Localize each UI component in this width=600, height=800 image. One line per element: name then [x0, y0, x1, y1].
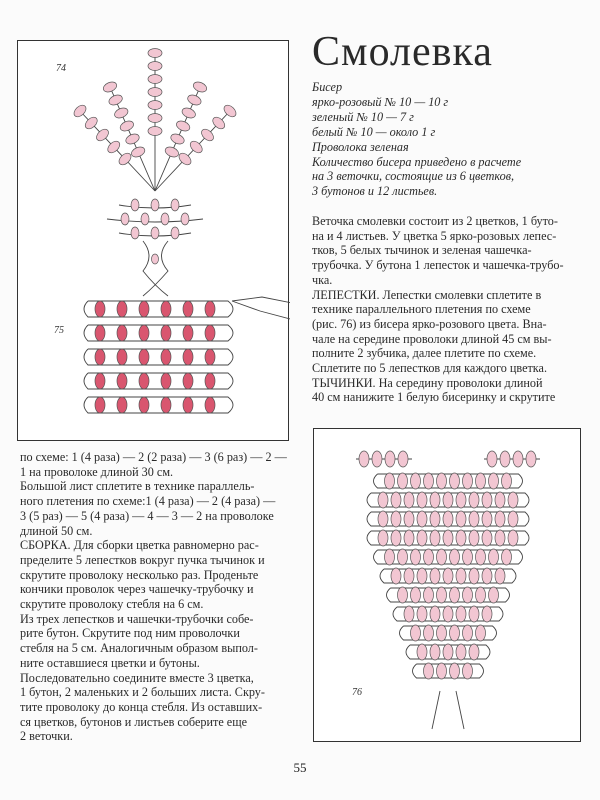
bead — [95, 349, 105, 365]
bead — [139, 301, 149, 317]
bead — [508, 511, 518, 527]
bead — [119, 119, 135, 133]
bead — [463, 587, 473, 603]
left-column-text — [20, 450, 290, 744]
materials-line: Бисер — [312, 80, 343, 94]
bead — [417, 530, 427, 546]
bead — [169, 132, 185, 146]
page-number: 55 — [293, 760, 307, 775]
bead — [378, 530, 388, 546]
text-line: ся цветков, бутонов и листьев соберите еще — [20, 714, 247, 729]
bead — [430, 568, 440, 584]
bead — [102, 80, 118, 94]
bead — [476, 625, 486, 641]
bead — [463, 549, 473, 565]
bead — [205, 349, 215, 365]
bead — [385, 549, 395, 565]
bead — [437, 587, 447, 603]
bead — [489, 587, 499, 603]
bead — [151, 199, 159, 211]
bead — [482, 530, 492, 546]
bead — [171, 199, 179, 211]
bead — [404, 568, 414, 584]
bead — [417, 511, 427, 527]
bead — [404, 511, 414, 527]
bead — [359, 451, 369, 467]
bead — [161, 301, 171, 317]
text-line: Из трех лепестков и чашечки-трубочки собе- — [20, 611, 254, 626]
bead — [404, 530, 414, 546]
bead — [164, 145, 180, 159]
bead — [430, 606, 440, 622]
bead — [469, 530, 479, 546]
bead — [482, 606, 492, 622]
bead — [186, 93, 202, 107]
bead — [192, 80, 208, 94]
text-line: 1 на проволоке длиной 30 см. — [20, 464, 174, 479]
bead — [139, 325, 149, 341]
bead — [171, 227, 179, 239]
bead — [148, 127, 162, 136]
bead — [404, 492, 414, 508]
materials-line: Количество бисера приведено в расчете — [312, 154, 522, 169]
bead — [148, 49, 162, 58]
bead — [489, 473, 499, 489]
bead — [139, 373, 149, 389]
bead — [437, 663, 447, 679]
bead — [130, 145, 146, 159]
text-line: тков, 5 белых тычинок и зеленая чашечка- — [312, 243, 532, 258]
text-line: Большой лист сплетите в технике параллель- — [20, 479, 255, 494]
bead — [456, 606, 466, 622]
bead — [411, 625, 421, 641]
text-line: пределите 5 лепестков вокруг пучка тычинок и — [20, 552, 265, 567]
bead — [117, 397, 127, 413]
bead — [526, 451, 536, 467]
bead — [456, 568, 466, 584]
bead — [161, 349, 171, 365]
bead — [95, 301, 105, 317]
bead — [450, 663, 460, 679]
bead — [443, 492, 453, 508]
bead — [424, 549, 434, 565]
bead — [378, 511, 388, 527]
bead — [508, 530, 518, 546]
materials-line: на 3 веточки, состоящие из 6 цветков, — [312, 169, 515, 184]
bead — [500, 451, 510, 467]
bead — [495, 530, 505, 546]
bead — [463, 625, 473, 641]
bead — [183, 397, 193, 413]
bead — [424, 663, 434, 679]
bead — [443, 644, 453, 660]
bead — [430, 511, 440, 527]
bead — [450, 549, 460, 565]
page-title: Смолевка — [312, 29, 493, 75]
bead — [437, 473, 447, 489]
bead — [489, 549, 499, 565]
bead — [148, 62, 162, 71]
bead — [161, 213, 169, 225]
bead — [391, 568, 401, 584]
wire — [374, 474, 523, 488]
bead — [476, 473, 486, 489]
bead — [117, 301, 127, 317]
bead — [495, 492, 505, 508]
bead — [417, 568, 427, 584]
bead — [456, 530, 466, 546]
bead — [469, 511, 479, 527]
text-line: длиной 50 см. — [20, 523, 93, 538]
text-line: 3 (5 раз) — 5 (4 раза) — 4 — 3 — 2 на проволоке — [20, 508, 274, 523]
bead — [424, 587, 434, 603]
bead — [139, 349, 149, 365]
text-line: (рис. 76) из бисера ярко-розового цвета. Вна- — [312, 316, 547, 331]
figure-number-74: 74 — [56, 63, 66, 74]
materials-line: 3 бутонов и 12 листьев. — [312, 184, 438, 199]
bead — [430, 644, 440, 660]
figure-frame-74-75 — [17, 40, 289, 441]
bead — [456, 644, 466, 660]
bead — [141, 213, 149, 225]
text-line: ТЫЧИНКИ. На середину проволоки длиной — [312, 375, 543, 390]
bead — [430, 492, 440, 508]
bead — [469, 568, 479, 584]
bead — [148, 114, 162, 123]
bead — [183, 325, 193, 341]
wire — [232, 301, 290, 319]
bead — [124, 132, 140, 146]
bead — [495, 511, 505, 527]
materials-list — [312, 80, 582, 199]
bead — [113, 106, 129, 120]
bead — [95, 325, 105, 341]
bead — [463, 473, 473, 489]
bead — [148, 101, 162, 110]
bead — [404, 606, 414, 622]
text-line: полните 2 зубчика, далее плетите по схеме. — [312, 346, 537, 361]
bead — [385, 451, 395, 467]
bead — [450, 587, 460, 603]
figure-number-76: 76 — [352, 687, 362, 698]
text-line: ного плетения по схеме:1 (4 раза) — 2 (4 раза) — — [20, 494, 276, 509]
wire — [143, 241, 168, 296]
bead — [398, 473, 408, 489]
bead — [152, 254, 159, 264]
bead — [205, 301, 215, 317]
bead — [487, 451, 497, 467]
bead — [502, 473, 512, 489]
bead — [482, 492, 492, 508]
bead — [131, 227, 139, 239]
materials-line: зеленый № 10 — 7 г — [312, 109, 414, 124]
materials-line: белый № 10 — около 1 г — [312, 124, 436, 139]
text-line: на и 4 листьев. У цветка 5 ярко-розовых лепес- — [312, 228, 557, 243]
bead — [161, 397, 171, 413]
bead — [482, 511, 492, 527]
wire — [456, 691, 464, 729]
bead — [181, 213, 189, 225]
bead — [183, 349, 193, 365]
bead — [175, 119, 191, 133]
bead — [95, 373, 105, 389]
wire — [374, 550, 523, 564]
materials-line: ярко-розовый № 10 — 10 г — [312, 94, 449, 109]
bead — [117, 373, 127, 389]
bead — [117, 325, 127, 341]
text-line: ЛЕПЕСТКИ. Лепестки смолевки сплетите в — [312, 287, 542, 302]
bead — [469, 606, 479, 622]
bead — [183, 301, 193, 317]
bead — [437, 549, 447, 565]
text-line: по схеме: 1 (4 раза) — 2 (2 раза) — 3 (6 раз) — 2 — — [20, 450, 287, 464]
bead — [117, 349, 127, 365]
wire — [413, 664, 484, 678]
materials-line: Проволока зеленая — [312, 139, 409, 154]
bead — [437, 625, 447, 641]
bead — [456, 492, 466, 508]
bead — [450, 625, 460, 641]
bead — [443, 530, 453, 546]
text-line: Сплетите по 5 лепестков для каждого цветка. — [312, 361, 548, 376]
text-line: 40 см нанижите 1 белую бисеринку и скрутите — [312, 390, 556, 405]
bead — [148, 75, 162, 84]
bead — [391, 530, 401, 546]
bead — [411, 587, 421, 603]
bead — [417, 492, 427, 508]
bead — [205, 397, 215, 413]
text-line: 1 бутон, 2 маленьких и 2 больших листа. Скру- — [20, 685, 265, 700]
bead — [443, 606, 453, 622]
figure-number-75: 75 — [54, 325, 64, 336]
bead — [513, 451, 523, 467]
text-line: технике параллельного плетения по схеме — [312, 302, 531, 317]
bead — [424, 473, 434, 489]
bead — [430, 530, 440, 546]
text-line: ните оставшиеся цветки и бутоны. — [20, 655, 200, 670]
bead — [398, 549, 408, 565]
bead — [391, 492, 401, 508]
bead — [482, 568, 492, 584]
bead — [121, 213, 129, 225]
bead — [183, 373, 193, 389]
text-line: стебля на 5 см. Аналогичным образом выпол- — [20, 641, 258, 656]
bead — [151, 227, 159, 239]
text-line: рите бутон. Скрутите под ним проволочки — [20, 626, 240, 641]
wire — [143, 241, 168, 296]
bead — [372, 451, 382, 467]
bead — [476, 549, 486, 565]
text-line: чале на середине проволоки длиной 45 см вы- — [312, 331, 552, 346]
bead — [424, 625, 434, 641]
bead — [398, 451, 408, 467]
wire — [232, 297, 290, 303]
wire — [432, 691, 440, 729]
bead — [495, 568, 505, 584]
bead — [378, 492, 388, 508]
bead — [107, 93, 123, 107]
bead — [411, 549, 421, 565]
text-line: СБОРКА. Для сборки цветка равномерно рас- — [20, 538, 259, 553]
bead — [469, 644, 479, 660]
bead — [417, 606, 427, 622]
bead — [391, 511, 401, 527]
text-line: 2 веточки. — [20, 729, 73, 744]
bead — [476, 587, 486, 603]
text-line: скрутите проволоку несколько раз. Проденьте — [20, 567, 259, 582]
bead — [205, 373, 215, 389]
text-line: тите проволоку до конца стебля. Из оставших- — [20, 699, 263, 714]
bead — [385, 473, 395, 489]
text-line: трубочка. У бутона 1 лепесток и чашечка-трубо- — [312, 258, 564, 273]
bead — [502, 549, 512, 565]
text-line: скрутите проволоку стебля на 6 см. — [20, 597, 204, 612]
bead — [95, 397, 105, 413]
bead — [139, 397, 149, 413]
right-column-text — [312, 214, 582, 405]
text-line: Последовательно соедините вместе 3 цветка, — [20, 670, 254, 685]
bead — [161, 325, 171, 341]
bead — [443, 568, 453, 584]
bead — [181, 106, 197, 120]
bead — [131, 199, 139, 211]
bead — [398, 587, 408, 603]
bead — [417, 644, 427, 660]
bead — [450, 473, 460, 489]
bead — [411, 473, 421, 489]
figure-frame-76 — [313, 428, 581, 742]
bead — [443, 511, 453, 527]
bead — [508, 492, 518, 508]
text-line: Веточка смолевки состоит из 2 цветков, 1 буто- — [312, 214, 558, 228]
bead — [148, 88, 162, 97]
bead — [456, 511, 466, 527]
text-line: чка. — [312, 272, 333, 287]
bead — [463, 663, 473, 679]
bead — [161, 373, 171, 389]
bead-diagram-74-75 — [18, 41, 290, 442]
text-line: кончики проволок через чашечку-трубочку и — [20, 582, 254, 597]
bead — [469, 492, 479, 508]
bead — [205, 325, 215, 341]
